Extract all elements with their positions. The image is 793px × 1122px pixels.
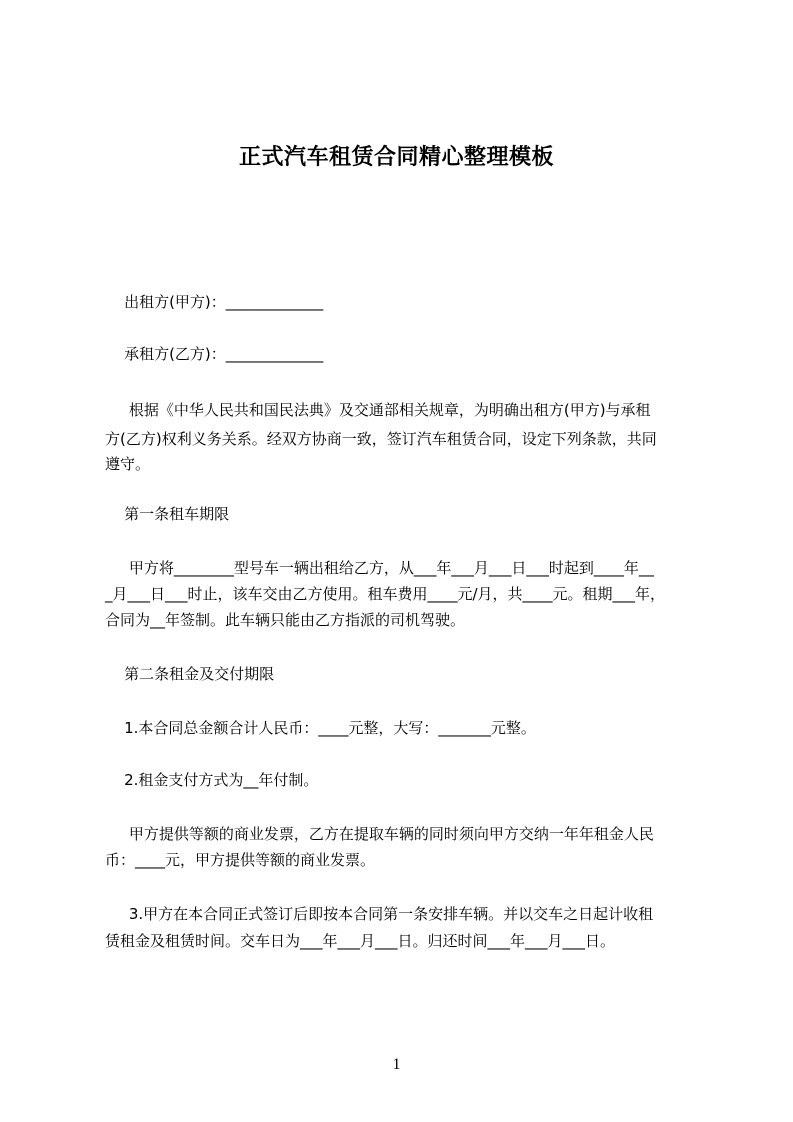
document-title: 正式汽车租赁合同精心整理模板 [238,145,554,170]
article1-heading: 第一条租车期限 [105,505,230,523]
invoice-paragraph-line: 币：____元，甲方提供等额的商业发票。 [105,851,376,869]
clause-item-2: 2.租金支付方式为__年付制。 [105,771,319,789]
page-number: 1 [392,1056,401,1073]
clause-item-1: 1.本合同总金额合计人民币：____元整，大写：_______元整。 [105,719,536,737]
article1-paragraph-line: 甲方将________型号车一辆出租给乙方，从___年___月___日___时起到____年__ [105,559,654,577]
lessee-line: 承租方(乙方)：_____________ [105,345,324,363]
article2-heading: 第二条租金及交付期限 [105,665,275,683]
intro-paragraph-line: 遵守。 [105,455,151,473]
article1-paragraph-line: 合同为__年签制。此车辆只能由乙方指派的司机驾驶。 [105,611,466,629]
clause-item-3-line: 赁租金及租赁时间。交车日为___年___月___日。归还时间___年___月___日。 [105,932,616,950]
clause-item-3-line: 3.甲方在本合同正式签订后即按本合同第一条安排车辆。并以交车之日起计收租 [105,905,654,923]
article1-paragraph-line: _月___日___时止，该车交由乙方使用。租车费用____元/月，共____元。租期___年， [105,585,666,603]
invoice-paragraph-line: 甲方提供等额的商业发票，乙方在提取车辆的同时须向甲方交纳一年年租金人民 [105,825,654,843]
intro-paragraph-line: 根据《中华人民共和国民法典》及交通部相关规章，为明确出租方(甲方)与承租 [105,401,651,419]
lessor-line: 出租方(甲方)：_____________ [105,293,324,311]
intro-paragraph-line: 方(乙方)权利义务关系。经双方协商一致，签订汽车租赁合同，设定下列条款，共同 [105,430,657,448]
